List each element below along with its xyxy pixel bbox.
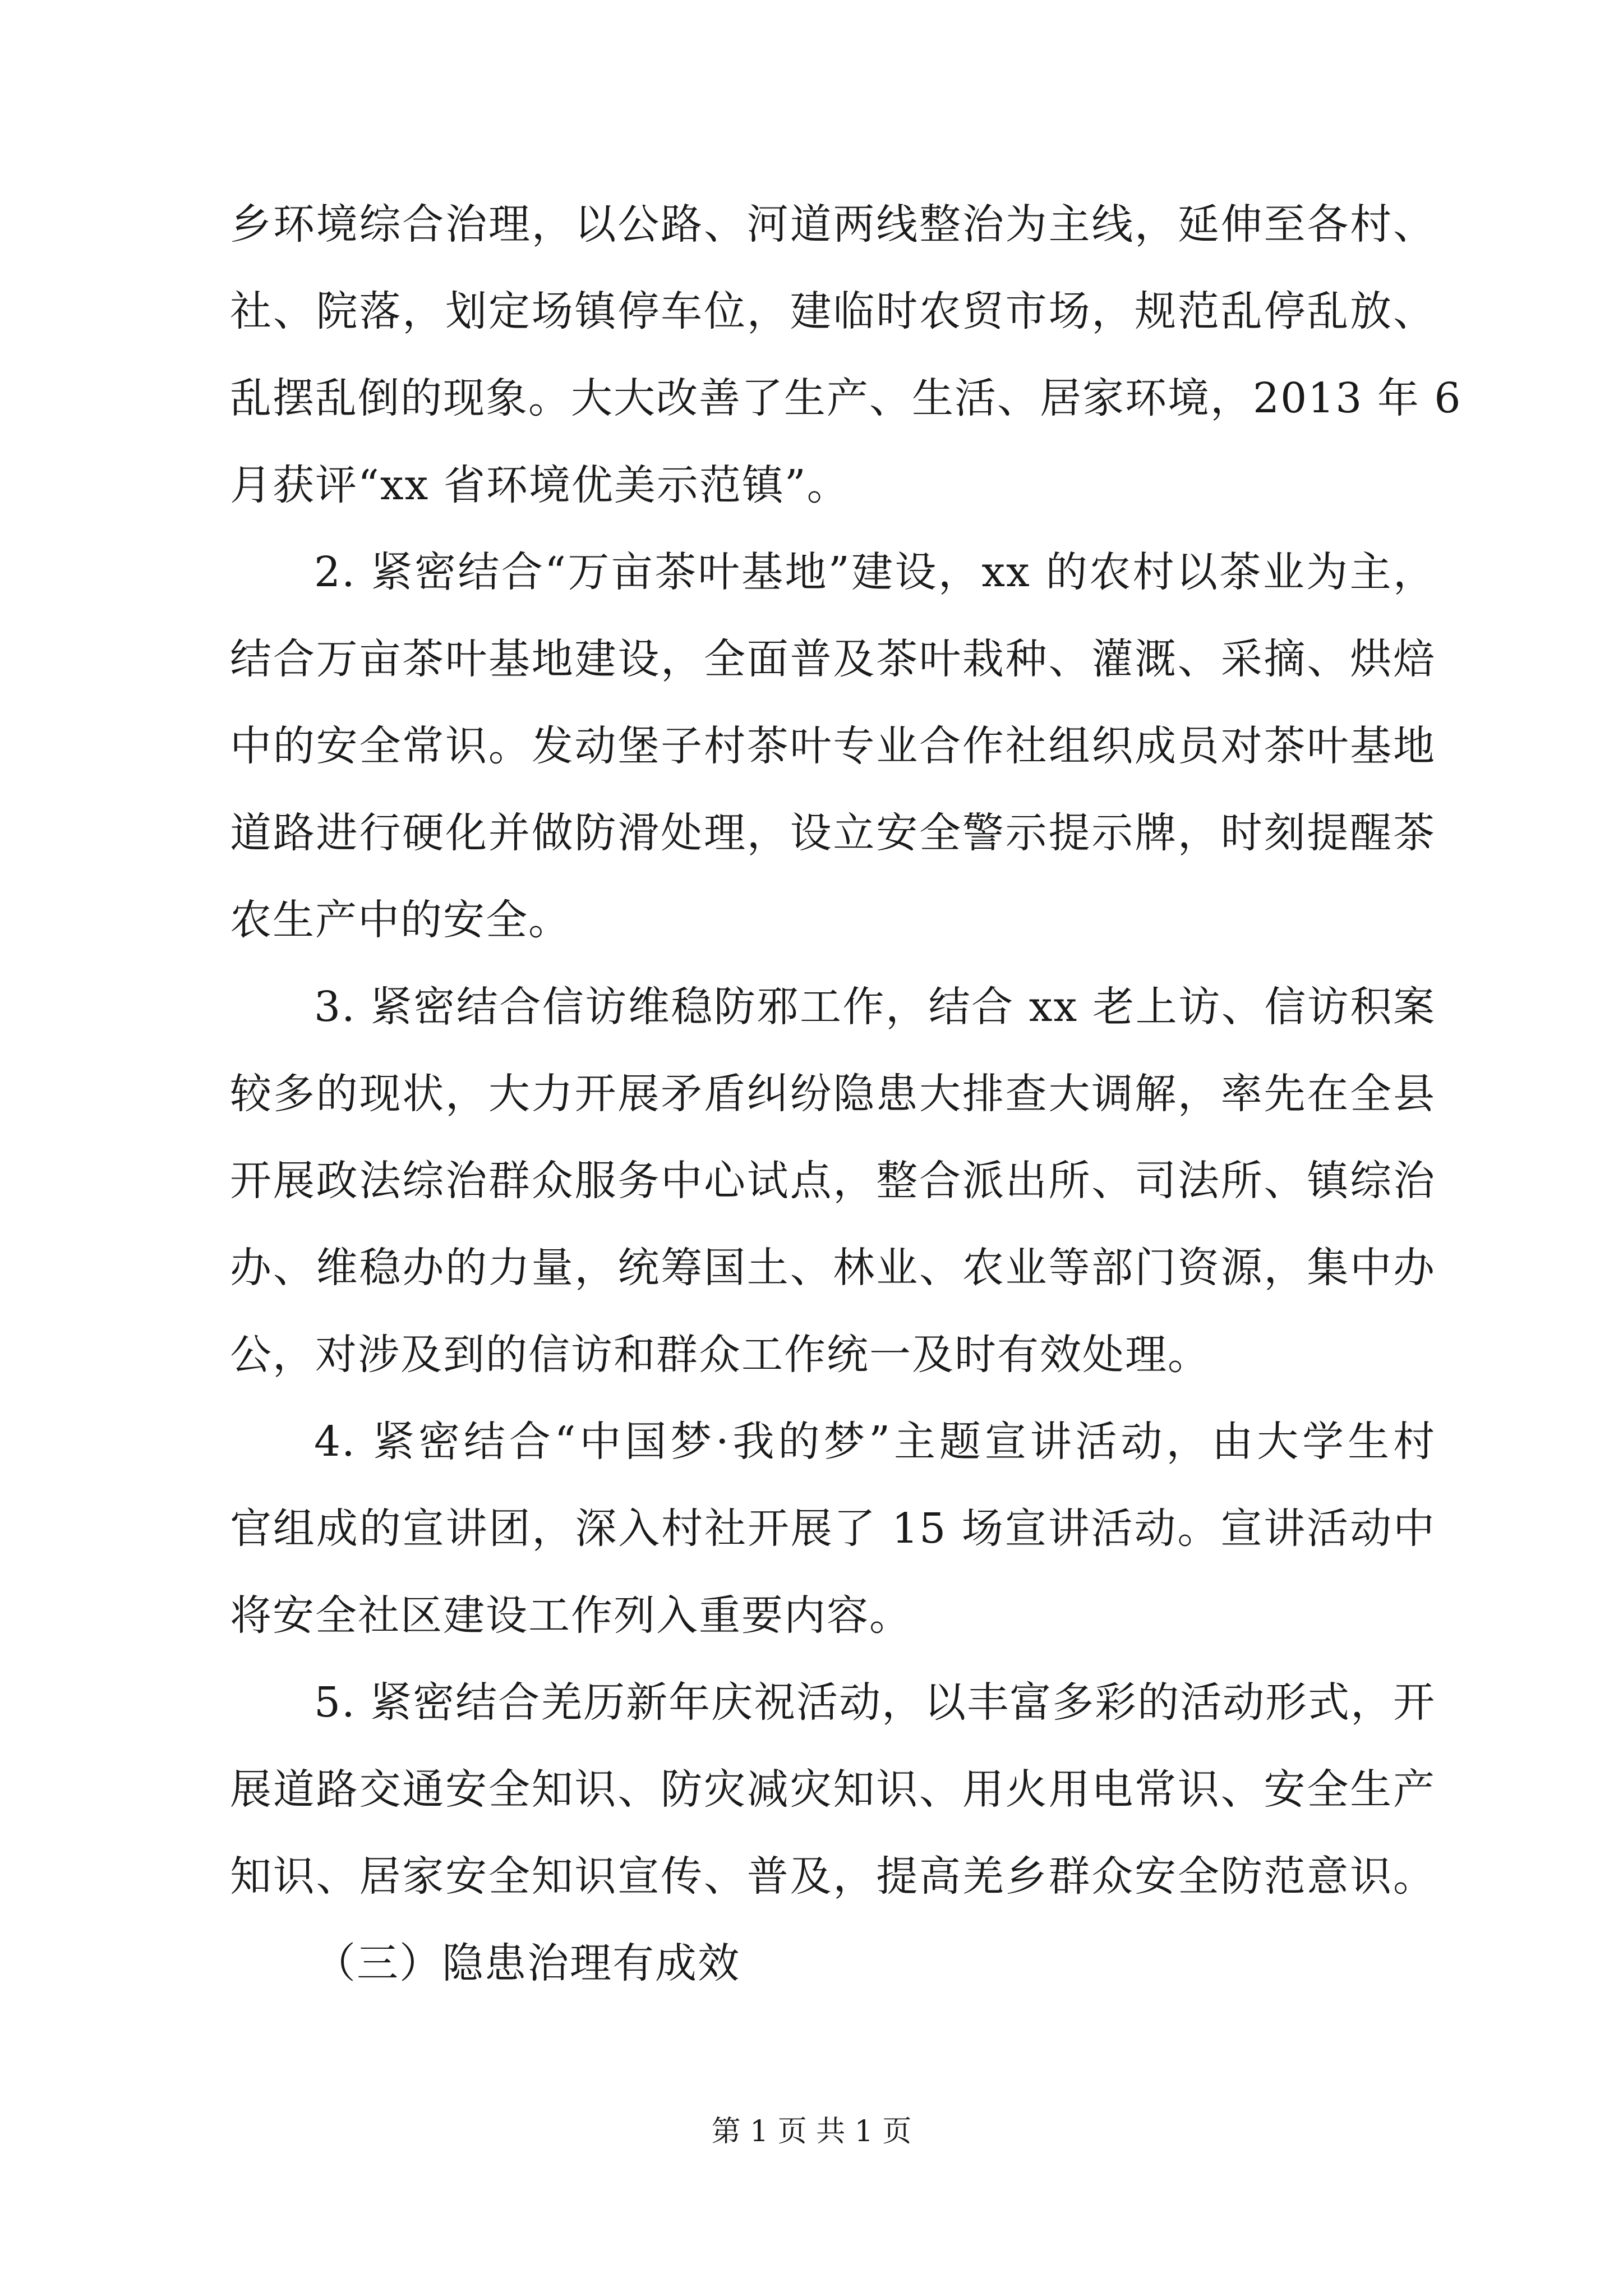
text-line: 结合万亩茶叶基地建设，全面普及茶叶栽种、灌溉、采摘、烘焙 <box>230 635 1436 683</box>
text-line: 道路进行硬化并做防滑处理，设立安全警示提示牌，时刻提醒茶 <box>230 809 1436 857</box>
text-line: 较多的现状，大力开展矛盾纠纷隐患大排查大调解，率先在全县 <box>230 1070 1436 1118</box>
text-line: 办、维稳办的力量，统筹国土、林业、农业等部门资源，集中办 <box>230 1244 1436 1292</box>
paragraph-2-first-line: 2. 紧密结合“万亩茶叶基地”建设，xx 的农村以茶业为主， <box>314 548 1436 596</box>
page-footer: 第 1 页 共 1 页 <box>711 2115 912 2148</box>
text-line: 农生产中的安全。 <box>230 896 571 944</box>
text-line: 月获评“xx 省环境优美示范镇”。 <box>230 461 850 509</box>
text-line: 中的安全常识。发动堡子村茶叶专业合作社组织成员对茶叶基地 <box>230 722 1436 770</box>
text-line: 展道路交通安全知识、防灾减灾知识、用火用电常识、安全生产 <box>230 1765 1436 1814</box>
text-line: 开展政法综治群众服务中心试点，整合派出所、司法所、镇综治 <box>230 1157 1436 1205</box>
text-line: 社、院落，划定场镇停车位，建临时农贸市场，规范乱停乱放、 <box>230 287 1436 335</box>
text-line: 公，对涉及到的信访和群众工作统一及时有效处理。 <box>230 1331 1210 1379</box>
text-line: 乱摆乱倒的现象。大大改善了生产、生活、居家环境，2013 年 6 <box>230 374 1462 422</box>
text-line: 将安全社区建设工作列入重要内容。 <box>230 1591 912 1640</box>
text-line: 官组成的宣讲团，深入村社开展了 15 场宣讲活动。宣讲活动中 <box>230 1504 1436 1553</box>
paragraph-4-first-line: 4. 紧密结合“中国梦·我的梦”主题宣讲活动，由大学生村 <box>314 1418 1436 1466</box>
text-line: 乡环境综合治理，以公路、河道两线整治为主线，延伸至各村、 <box>230 200 1436 249</box>
section-heading: （三）隐患治理有成效 <box>314 1939 740 1987</box>
document-body <box>230 200 1462 2028</box>
paragraph-3-first-line: 3. 紧密结合信访维稳防邪工作，结合 xx 老上访、信访积案 <box>314 983 1436 1031</box>
paragraph-5-first-line: 5. 紧密结合羌历新年庆祝活动，以丰富多彩的活动形式，开 <box>314 1678 1436 1727</box>
text-line: 知识、居家安全知识宣传、普及，提高羌乡群众安全防范意识。 <box>230 1852 1436 1901</box>
